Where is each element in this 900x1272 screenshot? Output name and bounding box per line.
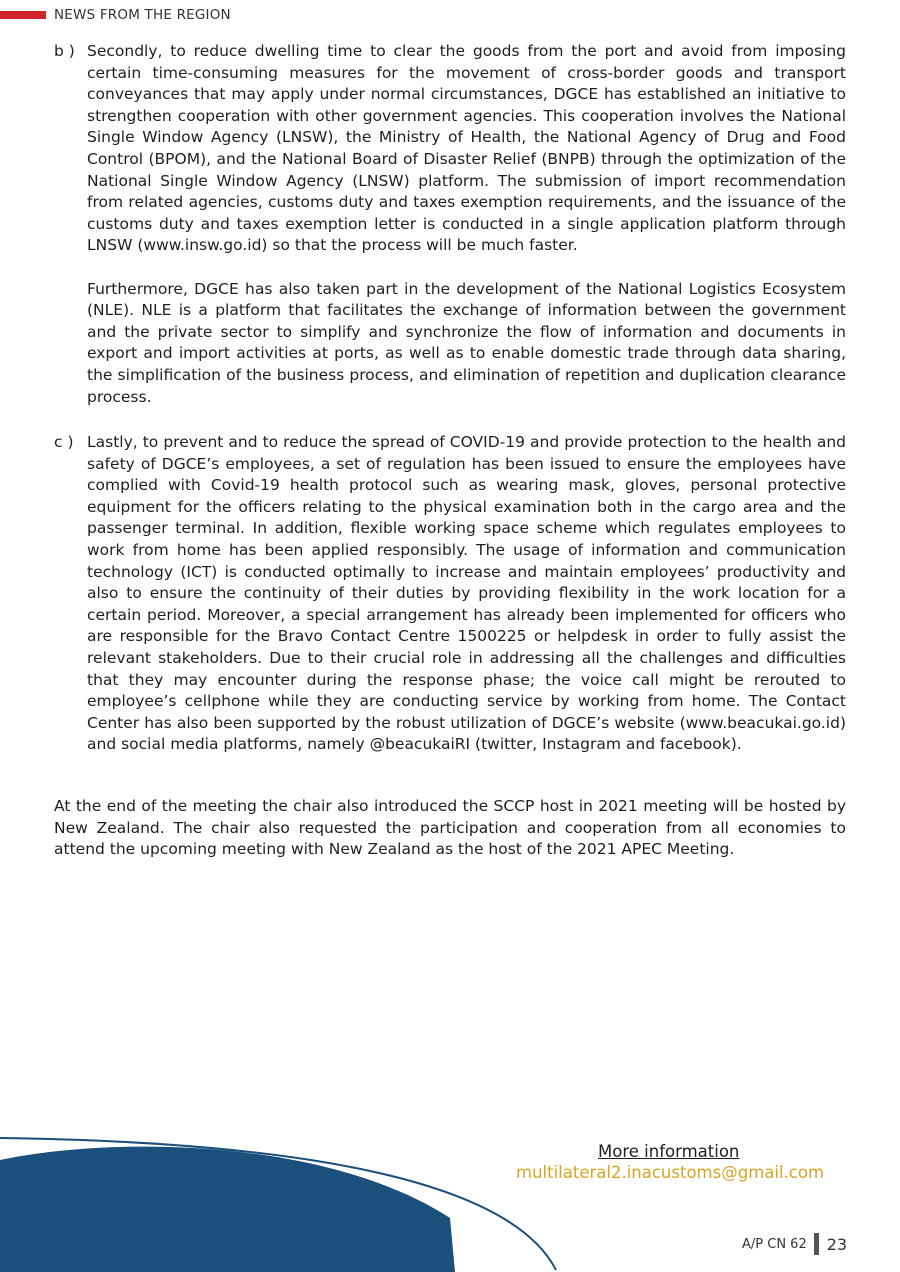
paragraph: Lastly, to prevent and to reduce the spread of COVID-19 and provide protection to the health and safety of DGCE’s employees, a set of regulation has been issued to ensure the employees have complied with Covid-19 health protocol such as wearing mask, gloves, personal protective equipment for the officers relating to the physical examination both in the cargo area and the passenger terminal. In addition, flexible working space scheme which regulates employees to work from home has been applied responsibly. The usage of information and communication technology (ICT) is conducted optimally to increase and maintain employees’ productivity and also to ensure the continuity of their duties by providing flexibility in the work location for a certain period. Moreover, a special arrangement has already been implemented for officers who are responsible for the Bravo Contact Centre 1500225 or helpdesk in order to fully assist the relevant stakeholders. Due to their crucial role in addressing all the challenges and difficulties that they may encounter during the response phase; the voice call might be rerouted to employee’s cellphone while they are conducting service by working from home. The Contact Center has also been supported by the robust utilization of DGCE’s website (www.beacukai.go.id) and social media platforms, namely @beacukaiRI (twitter, Instagram and facebook). [87,433,846,754]
closing-paragraph: At the end of the meeting the chair also introduced the SCCP host in 2021 meeting will be hosted by New Zealand. The chair also requested the participation and cooperation from all economies to attend the upcoming meeting with New Zealand as the host of the 2021 APEC Meeting. [54,797,846,859]
page-number: 23 [826,1234,848,1254]
footer-divider [814,1233,819,1255]
contact-email[interactable]: multilateral2.inacustoms@gmail.com [516,1163,825,1182]
paragraph: Furthermore, DGCE has also taken part in the development of the National Logistics Ecosystem (NLE). NLE is a platform that facilitates the exchange of information between the government and the private sector to simplify and synchronize the flow of information and documents in export and import activities at ports, as well as to enable domestic trade through data sharing, the simplification of the business process, and elimination of repetition and duplication clearance process. [87,279,846,406]
list-marker: c ) [54,433,74,451]
publication-label: A/P CN 62 [742,1236,807,1252]
list-marker: b ) [54,42,75,60]
more-information-heading: More information [598,1142,740,1161]
section-label: NEWS FROM THE REGION [54,7,231,23]
list-item-c [54,432,846,756]
paragraph: Secondly, to reduce dwelling time to clear the goods from the port and avoid from imposing certain time-consuming measures for the movement of cross-border goods and transport conveyances that may apply under normal circumstances, DGCE has established an initiative to strengthen cooperation with other government agencies. This cooperation involves the National Single Window Agency (LNSW), the Ministry of Health, the National Agency of Drug and Food Control (BPOM), and the National Board of Disaster Relief (BNPB) through the optimization of the National Single Window Agency (LNSW) platform. The submission of import recommendation from related agencies, customs duty and taxes exemption requirements, and the issuance of the customs duty and taxes exemption letter is conducted in a single application platform through LNSW (www.insw.go.id) so that the process will be much faster. [87,42,846,255]
list-item-b [54,41,846,408]
header-accent-bar [0,11,46,19]
page-footer [742,1233,847,1255]
